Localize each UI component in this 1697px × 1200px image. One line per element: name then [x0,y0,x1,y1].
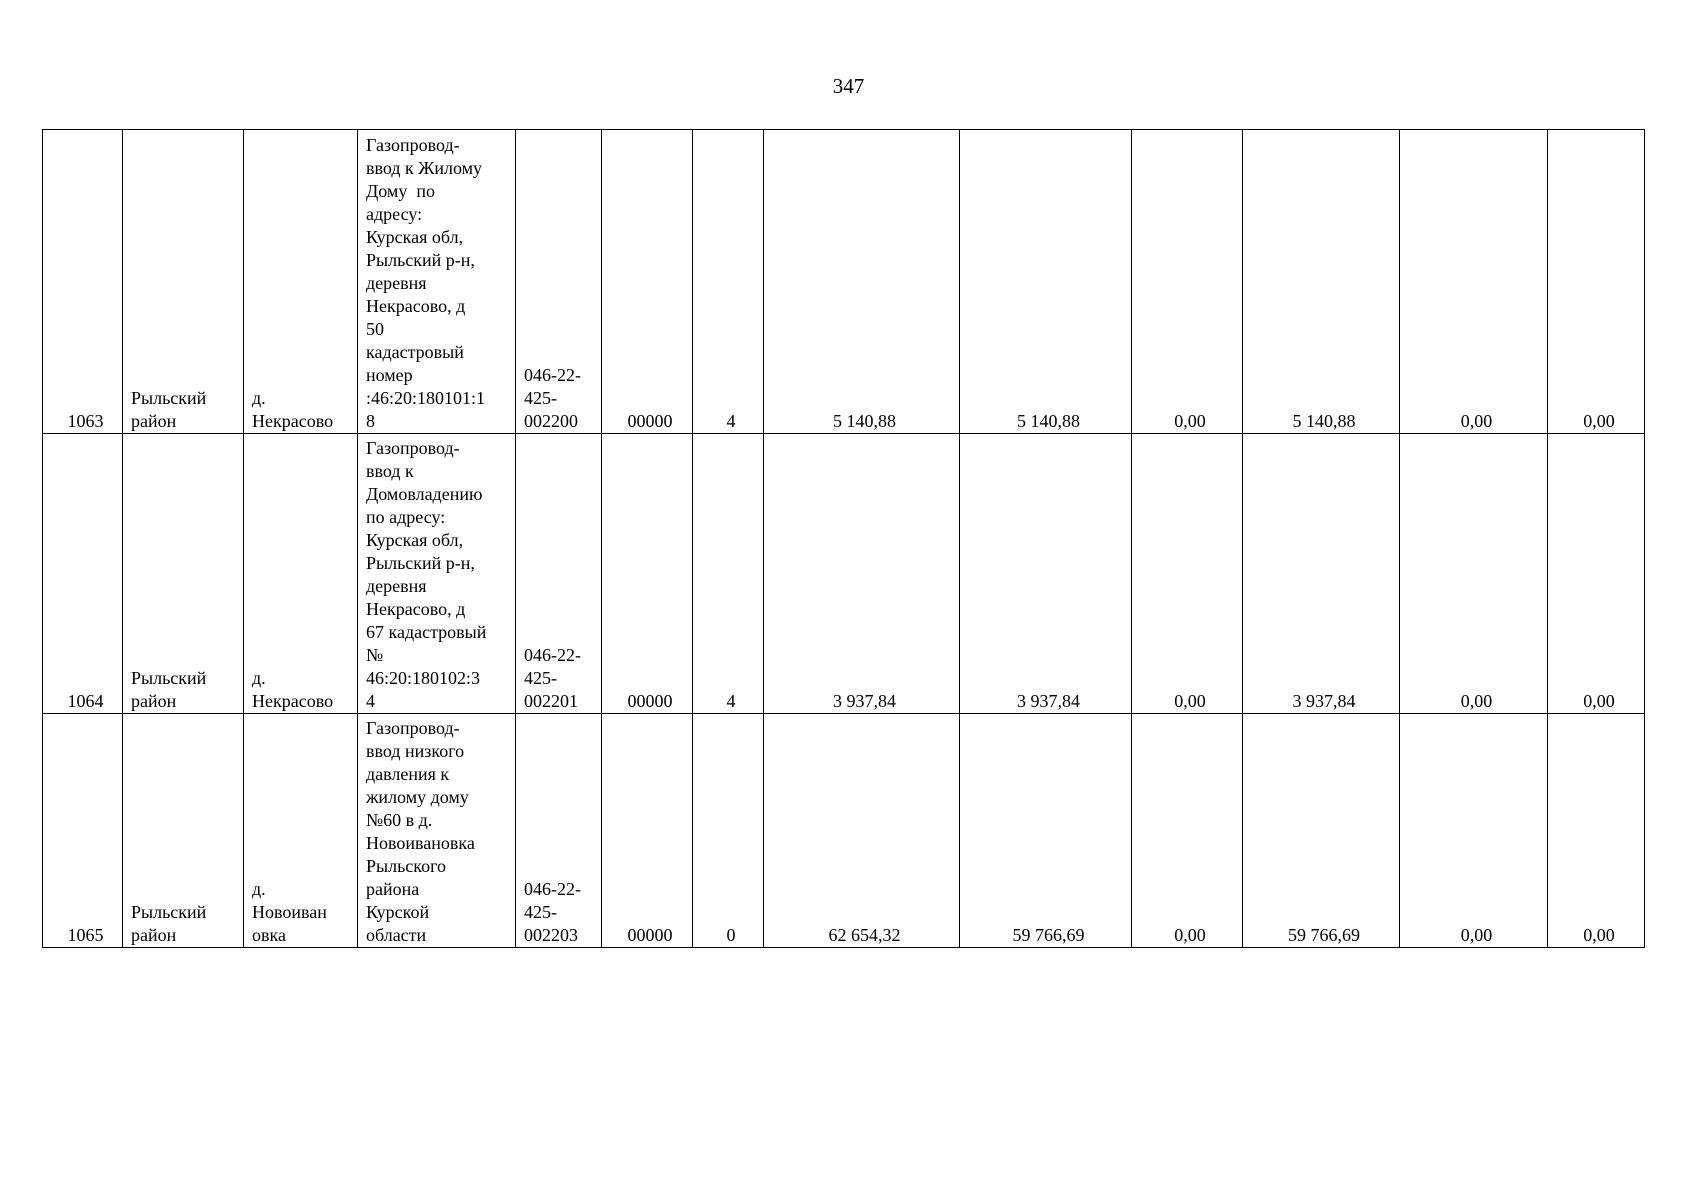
value-cell-1: 3 937,84 [764,434,960,714]
value-cell-4: 5 140,88 [1243,130,1400,434]
table-row [43,130,1645,434]
value-cell-2: 5 140,88 [960,130,1132,434]
code-cell: 046-22- 425- 002200 [516,130,602,434]
value-cell-3: 0,00 [1132,434,1243,714]
value-cell-6: 0,00 [1548,434,1645,714]
table-row [43,714,1645,948]
locality-cell: д. Новоиван овка [244,714,358,948]
code-cell: 046-22- 425- 002203 [516,714,602,948]
value-cell-5: 0,00 [1400,434,1548,714]
zeros-cell: 00000 [602,434,693,714]
value-cell-3: 0,00 [1132,130,1243,434]
digit-cell: 4 [693,130,764,434]
value-cell-5: 0,00 [1400,130,1548,434]
digit-cell: 0 [693,714,764,948]
page-number: 347 [832,74,865,98]
row-number-cell: 1063 [43,130,123,434]
description-cell: Газопровод- ввод к Жилому Дому по адресу: Курская обл, Рыльский р-н, деревня Некрасово, д 50 кадастровый номер :46:20:180101:1 8 [358,130,516,434]
table-row [43,434,1645,714]
registry-table [42,129,1645,948]
locality-cell: д. Некрасово [244,130,358,434]
district-cell: Рыльский район [123,434,244,714]
value-cell-4: 3 937,84 [1243,434,1400,714]
value-cell-4: 59 766,69 [1243,714,1400,948]
value-cell-2: 3 937,84 [960,434,1132,714]
value-cell-1: 62 654,32 [764,714,960,948]
digit-cell: 4 [693,434,764,714]
locality-cell: д. Некрасово [244,434,358,714]
code-cell: 046-22- 425- 002201 [516,434,602,714]
value-cell-2: 59 766,69 [960,714,1132,948]
row-number-cell: 1065 [43,714,123,948]
value-cell-5: 0,00 [1400,714,1548,948]
district-cell: Рыльский район [123,714,244,948]
value-cell-3: 0,00 [1132,714,1243,948]
description-cell: Газопровод- ввод к Домовладению по адресу: Курская обл, Рыльский р-н, деревня Некрасово, д 67 кадастровый № 46:20:180102:3 4 [358,434,516,714]
row-number-cell: 1064 [43,434,123,714]
zeros-cell: 00000 [602,714,693,948]
description-cell: Газопровод- ввод низкого давления к жилому дому №60 в д. Новоивановка Рыльского района Курской области [358,714,516,948]
value-cell-1: 5 140,88 [764,130,960,434]
zeros-cell: 00000 [602,130,693,434]
value-cell-6: 0,00 [1548,714,1645,948]
district-cell: Рыльский район [123,130,244,434]
value-cell-6: 0,00 [1548,130,1645,434]
